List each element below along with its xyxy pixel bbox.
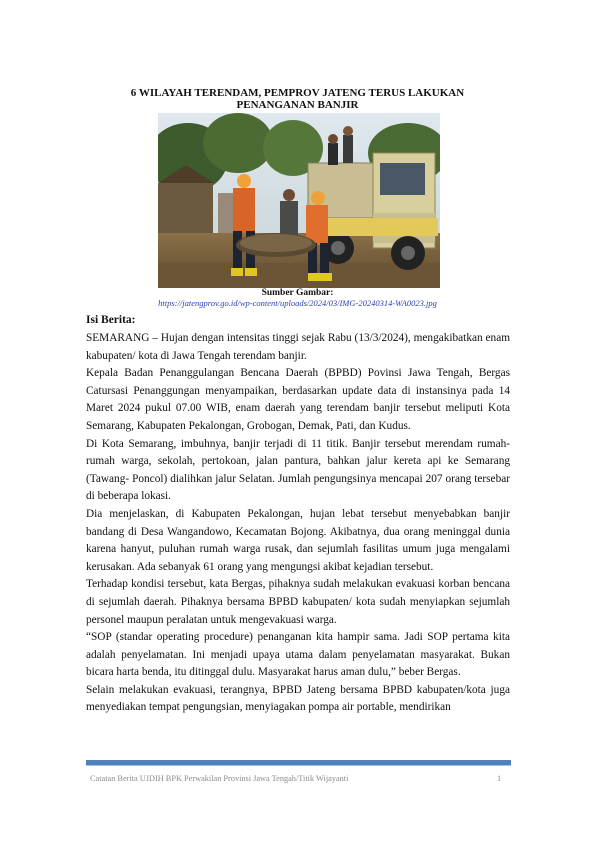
image-source-url[interactable]: https://jatengprov.go.id/wp-content/uploads/2024/03/IMG-20240314-WA0023.jpg — [158, 298, 437, 308]
footer-text: Catatan Berita UJDIH BPK Perwakilan Provinsi Jawa Tengah/Titik Wijayanti — [90, 774, 349, 783]
page-number: 1 — [497, 774, 502, 783]
paragraph: SEMARANG – Hujan dengan intensitas tinggi sejak Rabu (13/3/2024), mengakibatkan enam kabupaten/ kota di Jawa Tengah terendam banjir. — [86, 332, 510, 362]
article-body — [86, 330, 510, 717]
paragraph: “SOP (standar operating procedure) penanganan kita hampir sama. Jadi SOP pertama kita adalah penyelamatan. Ini menjadi upaya utama dalam penyelamatan masyarakat. Bukan bicara harta benda, itu ditinggal dulu. Masyarakat harus aman dulu,” beber Bergas. — [86, 631, 510, 679]
paragraph: Selain melakukan evakuasi, terangnya, BPBD Jateng bersama BPBD kabupaten/kota juga menyediakan tempat pengungsian, menyiagakan pompa air portable, mendirikan — [86, 683, 510, 714]
paragraph: Dia menjelaskan, di Kabupaten Pekalongan, hujan lebat tersebut menyebabkan banjir bandang di Desa Wangandowo, Kecamatan Bojong. Akibatnya, dua orang meninggal dunia karena hanyut, puluhan rumah warga rusak, dan sejumlah fasilitas umum juga mengalami kerusakan. Ada sebanyak 61 orang yang mengungsi akibat kejadian tersebut. — [86, 507, 510, 573]
paragraph: Kepala Badan Penanggulangan Bencana Daerah (BPBD) Povinsi Jawa Tengah, Bergas Catursasi Penanggungan menyampaikan, berdasarkan update data di instansinya pada 14 Maret 2024 pukul 07.00 WIB, enam daerah yang terendam banjir tersebut meliputi Kota Semarang, Kabupaten Pekalongan, Grobogan, Demak, Pati, dan Kudus. — [86, 367, 510, 432]
news-photo — [158, 113, 440, 288]
section-heading: Isi Berita: — [86, 314, 136, 326]
image-source-label: Sumber Gambar: — [261, 288, 334, 298]
paragraph: Di Kota Semarang, imbuhnya, banjir terjadi di 11 titik. Banjir tersebut merendam rumah-rumah warga, sekolah, pertokoan, jalan pantura, bahkan jalur kereta api ke Semarang (Tawang- Poncol) dialihkan jalur Selatan. Jumlah pengungsinya mencapai 207 orang tersebar di beberapa lokasi. — [86, 437, 510, 503]
article-title: 6 WILAYAH TERENDAM, PEMPROV JATENG TERUS LAKUKAN PENANGANAN BANJIR — [130, 87, 465, 111]
paragraph: Terhadap kondisi tersebut, kata Bergas, pihaknya sudah melakukan evakuasi korban bencana di sejumlah daerah. Pihaknya bersama BPBD kabupaten/ kota sudah menyiapkan sejumlah personel maupun peralatan untuk mengevakuasi warga. — [86, 578, 510, 626]
footer-divider-shadow — [86, 765, 511, 766]
